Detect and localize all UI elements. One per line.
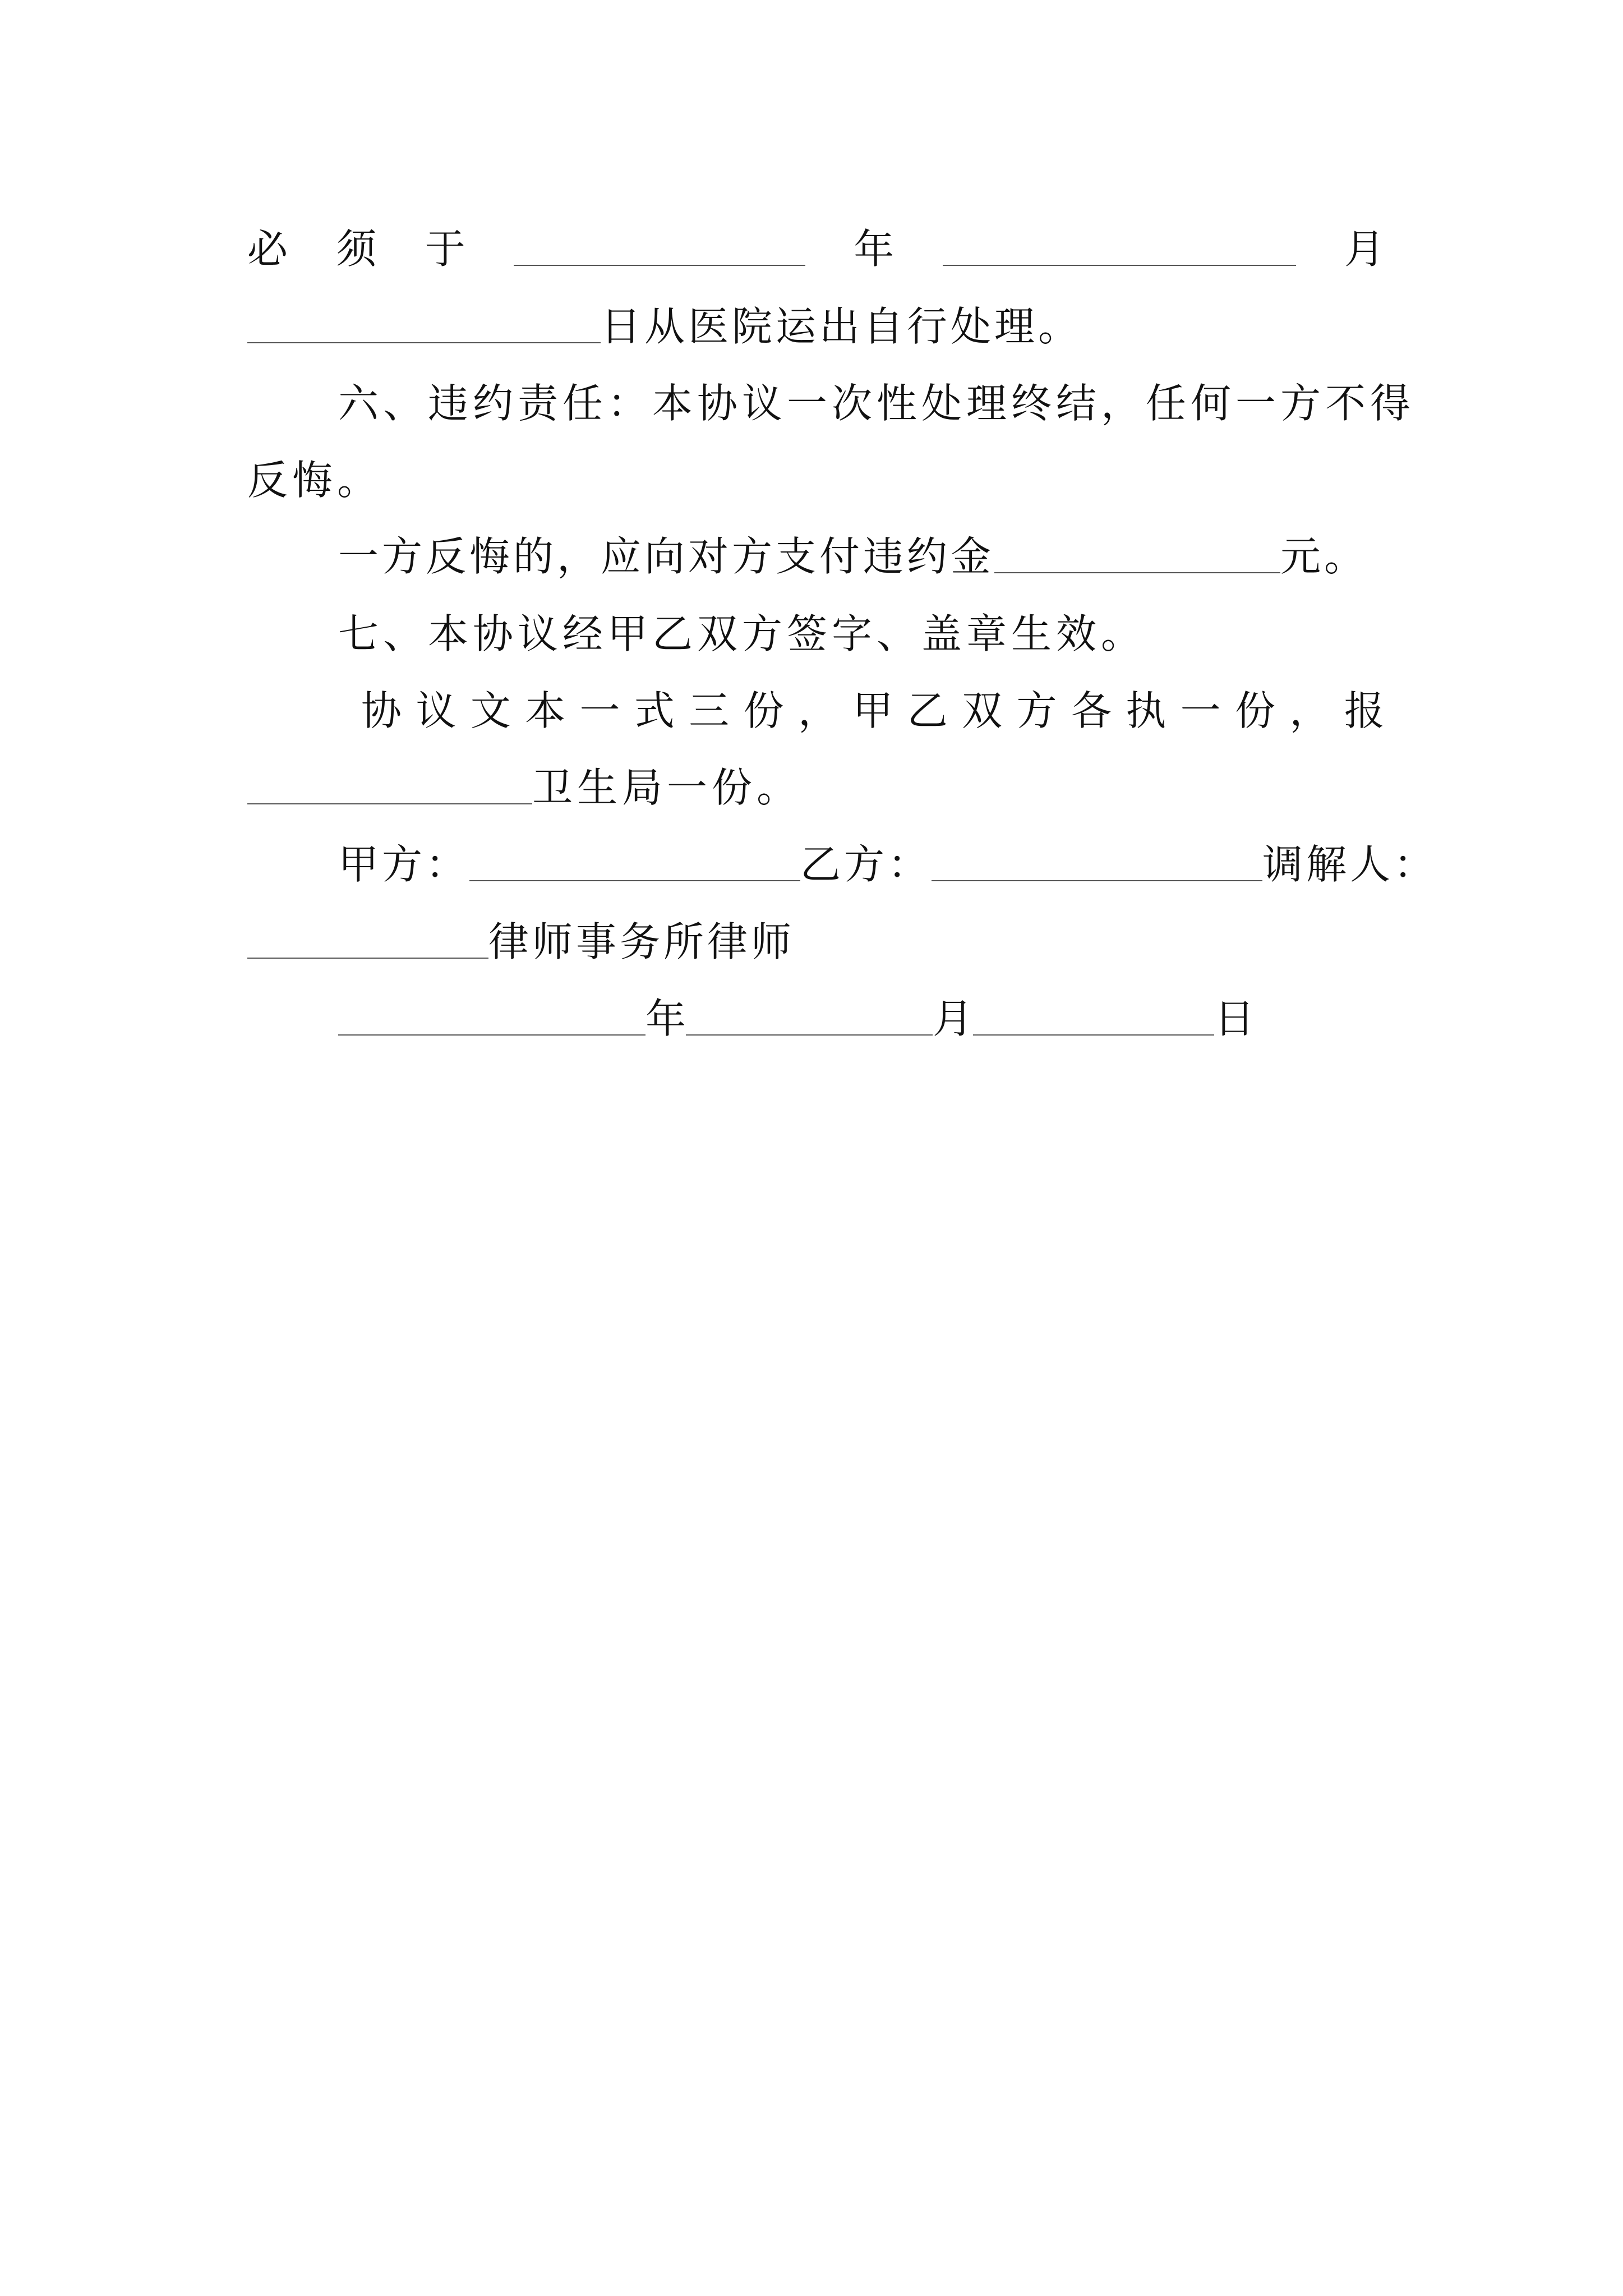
line-removal [247, 285, 1385, 350]
char: 本 [525, 687, 566, 734]
blank-party-a[interactable] [469, 878, 800, 881]
penalty-suffix: 元。 [1280, 533, 1368, 580]
party-a-label: 甲方： [338, 841, 470, 888]
blank-sign-day[interactable] [973, 1032, 1214, 1036]
line-copies [361, 669, 1385, 734]
char: 报 [1344, 687, 1385, 734]
effective-text: 七、本协议经甲乙双方签字、盖章生效。 [338, 610, 1146, 657]
line-liability [338, 362, 1415, 427]
char: 须 [336, 226, 377, 273]
char: 份 [1235, 687, 1276, 734]
char: 份 [743, 687, 784, 734]
blank-sign-month[interactable] [686, 1032, 933, 1036]
line-law-firm [247, 900, 1385, 965]
char: 方 [1016, 687, 1057, 734]
char: 于 [425, 226, 465, 273]
blank-year[interactable] [514, 263, 805, 266]
char: 一 [1180, 687, 1221, 734]
sign-year-label: 年 [645, 995, 686, 1042]
sign-day-label: 日 [1214, 995, 1255, 1042]
month-label: 月 [1344, 226, 1385, 273]
char: 甲 [852, 687, 893, 734]
blank-party-b[interactable] [932, 878, 1262, 881]
no-regret-text: 反悔。 [247, 457, 382, 504]
char: 文 [470, 687, 511, 734]
line-signatures [338, 823, 1438, 888]
char: 乙 [907, 687, 948, 734]
penalty-text: 一方反悔的，应向对方支付违约金 [338, 533, 995, 580]
blank-law-firm[interactable] [247, 955, 488, 959]
liability-text: 六、违约责任：本协议一次性处理终结，任何一方不得 [338, 380, 1415, 427]
line-effective [338, 592, 1385, 657]
year-label: 年 [854, 226, 895, 273]
char: 一 [579, 687, 620, 734]
char: ， [798, 687, 839, 734]
health-bureau-text: 卫生局一份。 [532, 764, 802, 811]
mediator-label: 调解人： [1262, 841, 1438, 888]
char: 各 [1071, 687, 1112, 734]
blank-penalty-amount[interactable] [994, 570, 1280, 573]
line-sign-date [338, 977, 1385, 1042]
char: 式 [634, 687, 675, 734]
blank-bureau-name[interactable] [247, 801, 532, 804]
removal-text: 日从医院运出自行处理。 [601, 303, 1082, 350]
party-b-label: 乙方： [800, 841, 932, 888]
line-deadline-date [247, 208, 1385, 273]
blank-sign-year[interactable] [338, 1032, 645, 1036]
law-firm-text: 律师事务所律师 [488, 918, 795, 965]
char: 议 [416, 687, 457, 734]
line-penalty [338, 515, 1385, 580]
blank-day[interactable] [247, 340, 601, 343]
char: 必 [247, 226, 288, 273]
line-health-bureau [247, 746, 1385, 811]
blank-month[interactable] [943, 263, 1296, 266]
sign-month-label: 月 [933, 995, 974, 1042]
char: ， [1289, 687, 1330, 734]
char: 协 [361, 687, 402, 734]
char: 三 [689, 687, 730, 734]
char: 执 [1126, 687, 1166, 734]
char: 双 [962, 687, 1003, 734]
line-no-regret [247, 439, 1385, 504]
